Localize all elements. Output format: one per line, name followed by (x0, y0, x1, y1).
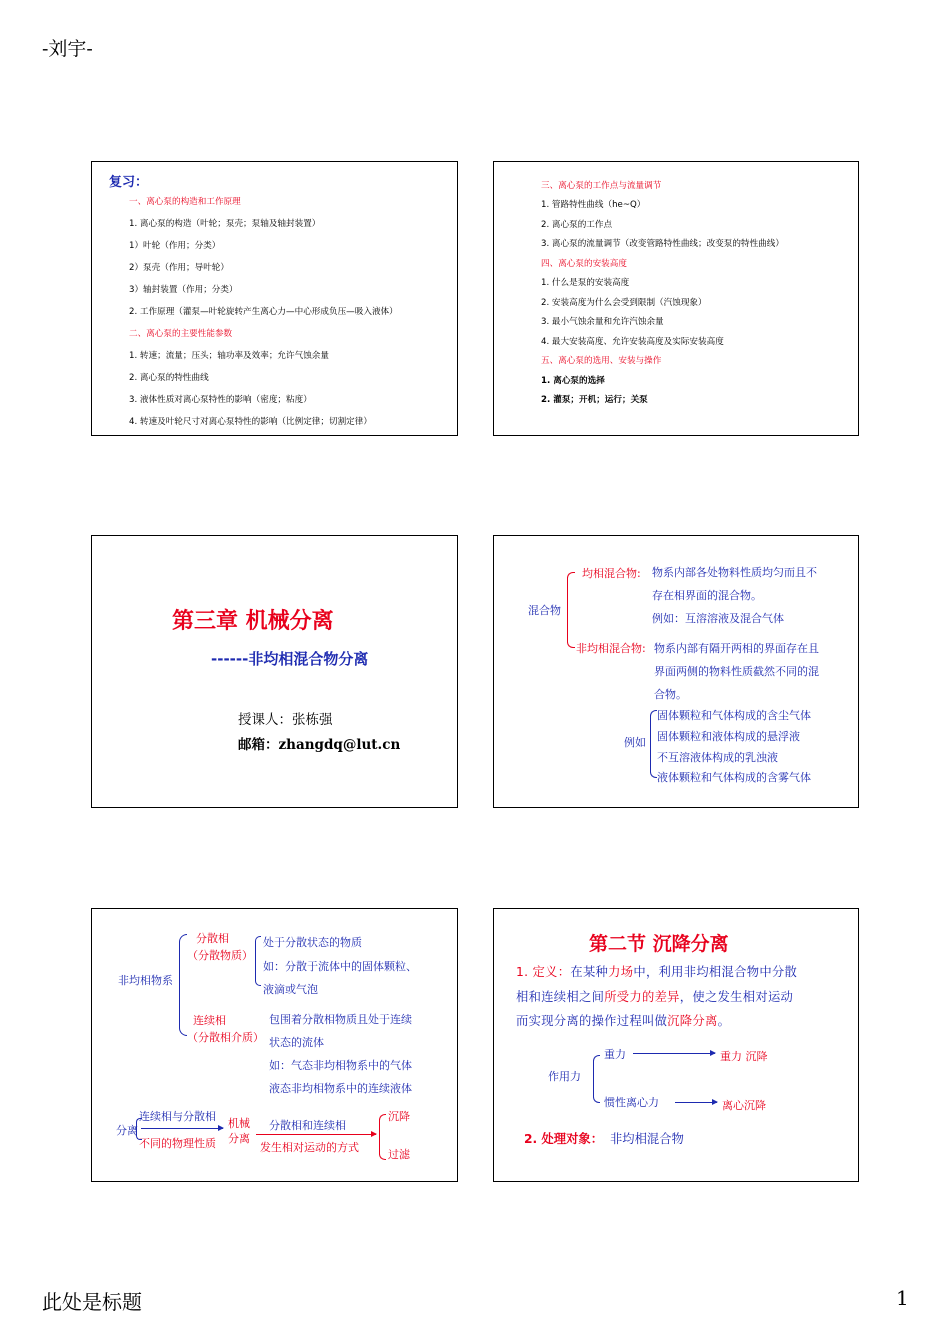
slide2-line: 1. 离心泵的选择 (541, 376, 605, 386)
continuous-desc: 状态的流体 (269, 1036, 324, 1049)
page-number: 1 (896, 1286, 909, 1310)
slide-chapter-title (91, 535, 458, 808)
separation-method: 分散相和连续相 (269, 1119, 346, 1132)
dispersed-desc: 液滴或气泡 (263, 983, 318, 996)
slide2-line: 3. 最小气蚀余量和允许汽蚀余量 (541, 317, 664, 327)
slide2-line: 2. 灌泵；开机；运行；关泵 (541, 395, 648, 405)
homogeneous-example: 例如：互溶溶液及混合气体 (652, 612, 784, 625)
dispersed-desc: 如：分散于流体中的固体颗粒、 (263, 960, 417, 973)
separation-basis: 连续相与分散相 (139, 1110, 216, 1123)
slide-sedimentation (493, 908, 859, 1182)
heterogeneous-desc: 物系内部有隔开两相的界面存在且 (654, 642, 819, 655)
slide-mixture-classification (493, 535, 859, 808)
continuous-desc: 液态非均相物系中的连续液体 (269, 1082, 412, 1095)
result-gravity-settling: 重力 沉降 (720, 1050, 768, 1063)
definition-line: 相和连续相之间所受力的差异，使之发生相对运动 (516, 990, 794, 1004)
slide1-line: 1）叶轮（作用；分类） (129, 241, 221, 251)
heterogeneous-desc: 合物。 (654, 688, 687, 701)
slide1-line: 2）泵壳（作用；导叶轮） (129, 263, 229, 273)
slide2-line: 四、离心泵的安装高度 (541, 259, 627, 269)
homogeneous-desc: 存在相界面的混合物。 (652, 589, 762, 602)
slide2-line: 五、离心泵的选用、安装与操作 (541, 356, 662, 366)
slide2-line: 2. 安装高度为什么会受到限制（汽蚀现象） (541, 298, 707, 308)
mixture-root: 混合物 (528, 604, 561, 617)
slide-review-1 (91, 161, 458, 436)
mixture-brace (567, 572, 575, 648)
result-centrifugal-settling: 离心沉降 (722, 1099, 766, 1112)
output-sedimentation: 沉降 (388, 1110, 410, 1123)
continuous-desc: 如：气态非均相物系中的气体 (269, 1059, 412, 1072)
slide1-line: 1. 转速；流量；压头；轴功率及效率；允许气蚀余量 (129, 351, 329, 361)
heterogeneous-label: 非均相混合物: (576, 642, 646, 655)
chapter-title: 第三章 机械分离 (172, 609, 334, 634)
force-centrifugal: 惯性离心力 (604, 1096, 659, 1109)
slide1-line: 二、离心泵的主要性能参数 (129, 329, 233, 339)
slide1-line: 一、离心泵的构造和工作原理 (129, 197, 241, 207)
heterogeneous-desc: 界面两侧的物料性质截然不同的混 (654, 665, 819, 678)
examples-label: 例如 (624, 736, 646, 749)
separation-arrow (141, 1128, 223, 1129)
dispersed-phase-sub: （分散物质） (187, 949, 253, 962)
mechanical-separation: 分离 (228, 1132, 250, 1145)
homogeneous-label: 均相混合物: (582, 567, 641, 580)
gravity-arrow (633, 1053, 715, 1054)
output-brace (379, 1114, 386, 1160)
slide1-line: 4. 转速及叶轮尺寸对离心泵特性的影响（比例定律；切割定律） (129, 417, 372, 427)
homogeneous-desc: 物系内部各处物料性质均匀而且不 (652, 566, 817, 579)
processing-object-value: 非均相混合物 (610, 1132, 684, 1146)
slide1-heading: 复习： (109, 175, 149, 190)
force-gravity: 重力 (604, 1048, 626, 1061)
separation-basis: 不同的物理性质 (139, 1137, 216, 1150)
page-header-author: -刘宇- (42, 38, 93, 60)
dispersed-phase-label: 分散相 (196, 932, 229, 945)
system-brace (179, 934, 187, 1036)
separation-root: 分离 (116, 1124, 138, 1137)
slide-review-2 (493, 161, 859, 436)
definition-line: 而实现分离的操作过程叫做沉降分离。 (516, 1014, 731, 1028)
slide2-line: 4. 最大安装高度、允许安装高度及实际安装高度 (541, 337, 724, 347)
slide2-line: 1. 管路特性曲线（he~Q） (541, 200, 646, 210)
slide2-line: 三、离心泵的工作点与流量调节 (541, 181, 662, 191)
slide1-line: 3. 液体性质对离心泵特性的影响（密度；粘度） (129, 395, 312, 405)
chapter-subtitle: ------非均相混合物分离 (211, 650, 369, 668)
output-filtration: 过滤 (388, 1148, 410, 1161)
dispersed-brace (255, 936, 261, 986)
method-arrow (256, 1134, 376, 1135)
examples-brace (650, 710, 657, 778)
continuous-desc: 包围着分散相物质且处于连续 (269, 1013, 412, 1026)
dispersed-desc: 处于分散状态的物质 (263, 936, 362, 949)
continuous-phase-label: 连续相 (193, 1014, 226, 1027)
separation-method: 发生相对运动的方式 (260, 1141, 359, 1154)
example-item: 固体颗粒和液体构成的悬浮液 (657, 730, 800, 743)
lecturer: 授课人：张栋强 (238, 712, 333, 728)
mechanical-separation: 机械 (228, 1117, 250, 1130)
slide1-line: 2. 工作原理（灌泵—叶轮旋转产生离心力—中心形成负压—吸入液体） (129, 307, 398, 317)
slide1-line: 3）轴封装置（作用；分类） (129, 285, 238, 295)
example-item: 固体颗粒和气体构成的含尘气体 (657, 709, 811, 722)
force-root: 作用力 (548, 1070, 581, 1083)
example-item: 不互溶液体构成的乳浊液 (657, 751, 778, 764)
processing-object-label: 2. 处理对象： (524, 1132, 603, 1146)
definition-line: 1. 定义：在某种力场中，利用非均相混合物中分散 (516, 965, 798, 979)
slide2-line: 1. 什么是泵的安装高度 (541, 278, 630, 288)
slide1-line: 1. 离心泵的构造（叶轮；泵壳；泵轴及轴封装置） (129, 219, 321, 229)
centrifugal-arrow (675, 1102, 717, 1103)
slide-heterogeneous-system (91, 908, 458, 1182)
lecturer-email: 邮箱：zhangdq@lut.cn (238, 737, 401, 753)
page-footer-title: 此处是标题 (42, 1290, 142, 1314)
slide2-line: 3. 离心泵的流量调节（改变管路特性曲线；改变泵的特性曲线） (541, 239, 784, 249)
force-brace (593, 1055, 600, 1103)
slide1-line: 2. 离心泵的特性曲线 (129, 373, 209, 383)
section-title: 第二节 沉降分离 (589, 933, 729, 955)
continuous-phase-sub: （分散相介质） (187, 1031, 264, 1044)
example-item: 液体颗粒和气体构成的含雾气体 (657, 771, 811, 784)
slide2-line: 2. 离心泵的工作点 (541, 220, 613, 230)
system-root: 非均相物系 (118, 974, 173, 987)
